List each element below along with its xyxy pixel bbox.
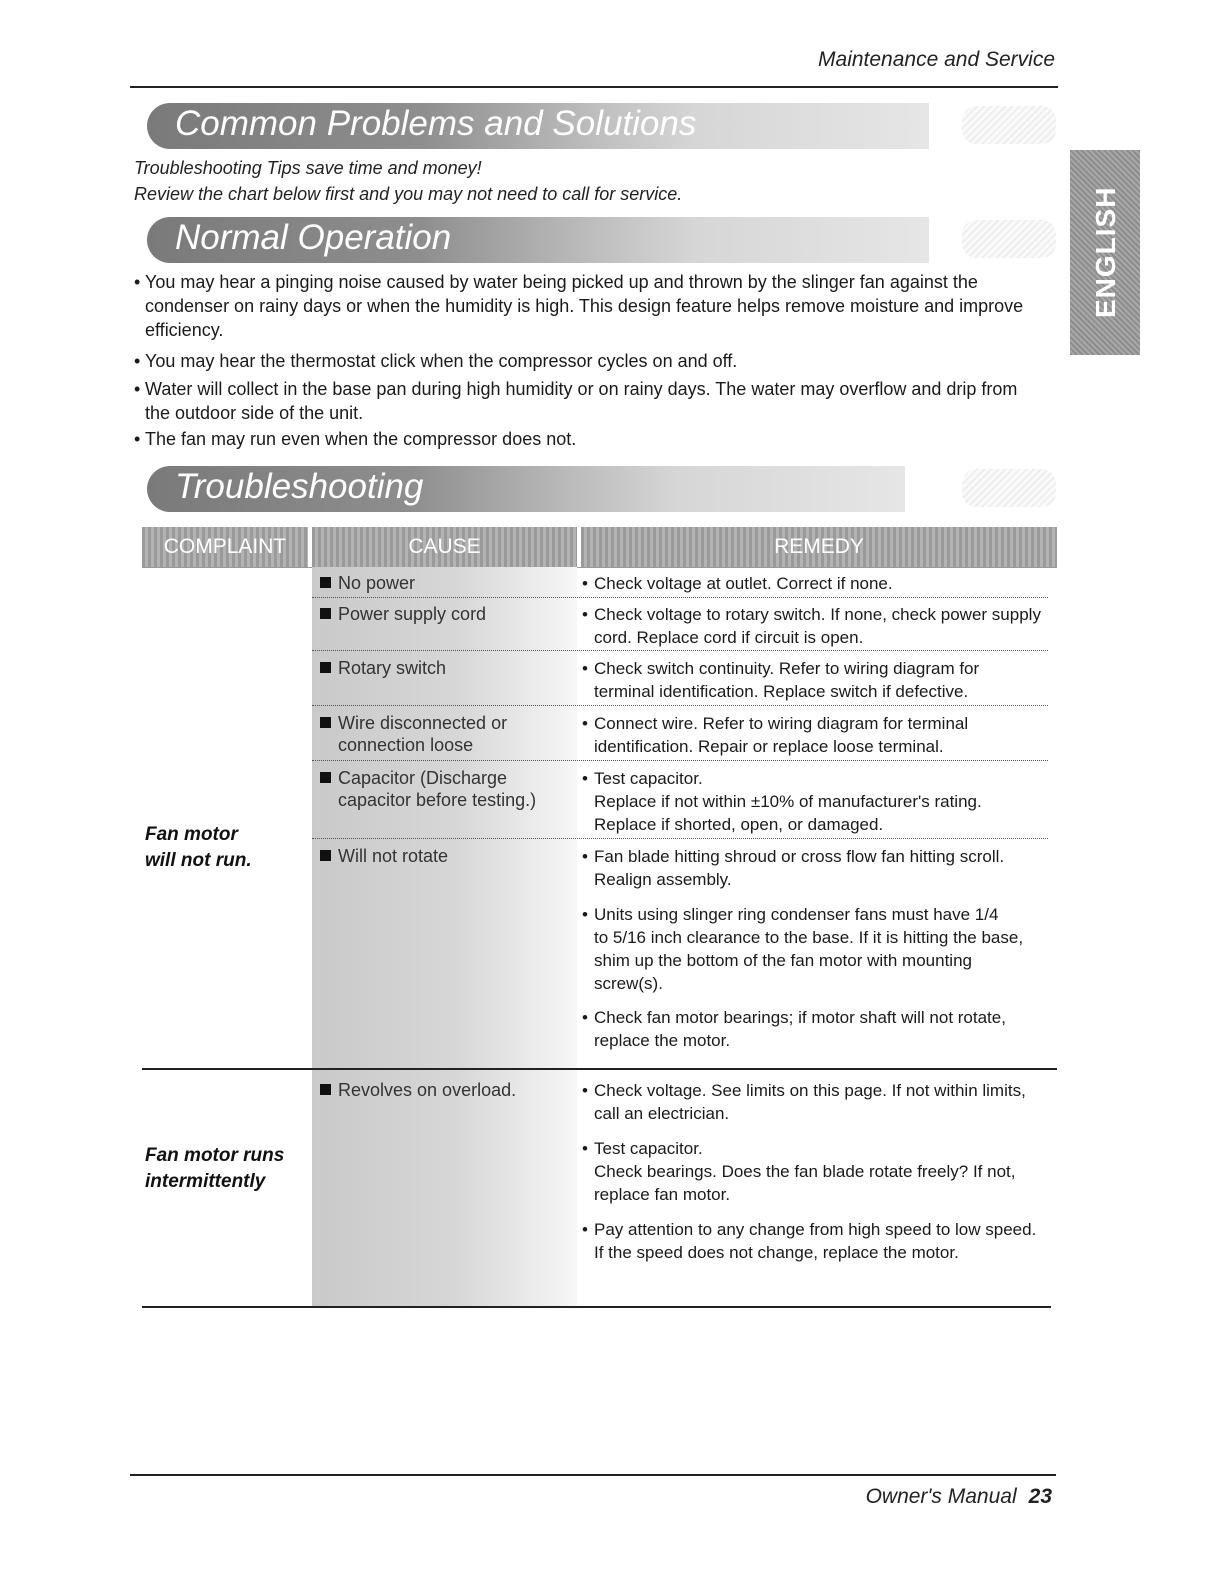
footer-rule xyxy=(130,1474,1056,1476)
column-header-complaint: COMPLAINT xyxy=(142,527,308,567)
banner-decoration xyxy=(962,106,1056,144)
header-underline xyxy=(142,567,1057,568)
header-rule xyxy=(130,86,1058,88)
banner-normal-operation-title: Normal Operation xyxy=(175,218,452,257)
bullet-square-icon xyxy=(320,850,331,861)
banner-common-problems xyxy=(147,103,929,149)
remedy-item: • Connect wire. Refer to wiring diagram for terminal identification. Repair or replace loose terminal. xyxy=(582,714,969,756)
bullet-square-icon xyxy=(320,577,331,588)
row-divider xyxy=(312,760,1048,761)
remedy-item: • Fan blade hitting shroud or cross flow fan hitting scroll. Realign assembly. xyxy=(582,847,1005,889)
complaint-fan-motor-runs-intermittently: Fan motor runs intermittently xyxy=(145,1145,285,1192)
banner-normal-operation xyxy=(147,217,929,263)
bullet-square-icon xyxy=(320,772,331,783)
language-tab xyxy=(1070,150,1140,355)
banner-common-problems-title: Common Problems and Solutions xyxy=(175,104,697,143)
complaint-fan-motor-will-not-run: Fan motor will not run. xyxy=(145,824,252,871)
bullet-square-icon xyxy=(320,608,331,619)
banner-decoration xyxy=(962,220,1056,258)
cause-item: Rotary switch xyxy=(320,657,446,679)
section-title: Maintenance and Service xyxy=(818,48,1055,71)
remedy-item: • Test capacitor. Replace if not within ±10% of manufacturer's rating. Replace if shorted, open, or damaged. xyxy=(582,769,982,834)
page-number: 23 xyxy=(1028,1485,1052,1508)
normal-operation-item: • You may hear a pinging noise caused by water being picked up and thrown by the slinger fan against the condenser on rainy days or when the humidity is high. This design feature helps remove moisture and improve efficiency. xyxy=(134,272,1024,340)
table-bottom-rule xyxy=(142,1306,1051,1308)
remedy-item: • Check voltage at outlet. Correct if none. xyxy=(582,574,893,593)
row-divider xyxy=(312,838,1048,839)
cause-item: No power xyxy=(320,572,415,594)
bullet-square-icon xyxy=(320,1084,331,1095)
normal-operation-item: • Water will collect in the base pan during high humidity or on rainy days. The water may overflow and drip from the outdoor side of the unit. xyxy=(134,379,1018,423)
normal-operation-item: • The fan may run even when the compressor does not. xyxy=(134,429,577,449)
footer-manual-label: Owner's Manual xyxy=(865,1485,1017,1508)
cause-item: Power supply cord xyxy=(320,603,486,625)
column-header-remedy: REMEDY xyxy=(581,527,1057,567)
remedy-item: • Units using slinger ring condenser fans must have 1/4 to 5/16 inch clearance to the base. If it is hitting the base, shim up the bottom of the fan motor with mounting screw(s). xyxy=(582,905,1024,993)
footer xyxy=(866,1485,1052,1509)
remedy-item: • Test capacitor. Check bearings. Does the fan blade rotate freely? If not, replace fan motor. xyxy=(582,1139,1016,1204)
intro-line-2: Review the chart below first and you may not need to call for service. xyxy=(134,184,683,204)
cause-item: Revolves on overload. xyxy=(320,1079,516,1101)
bullet-square-icon xyxy=(320,717,331,728)
remedy-item: • Check fan motor bearings; if motor shaft will not rotate, replace the motor. xyxy=(582,1008,1006,1050)
normal-operation-item: • You may hear the thermostat click when the compressor cycles on and off. xyxy=(134,351,738,371)
row-divider xyxy=(312,597,1048,598)
bullet-square-icon xyxy=(320,662,331,673)
cause-item: Capacitor (Discharge capacitor before testing.) xyxy=(320,767,536,811)
row-divider xyxy=(312,650,1048,651)
banner-troubleshooting xyxy=(147,466,905,512)
banner-troubleshooting-title: Troubleshooting xyxy=(175,467,424,506)
banner-decoration xyxy=(962,469,1056,507)
language-tab-label: ENGLISH xyxy=(1090,186,1121,319)
row-divider xyxy=(312,705,1048,706)
cause-item: Will not rotate xyxy=(320,845,448,867)
column-header-cause: CAUSE xyxy=(312,527,577,567)
remedy-item: • Check switch continuity. Refer to wiring diagram for terminal identification. Replace switch if defective. xyxy=(582,659,980,701)
remedy-item: • Check voltage. See limits on this page. If not within limits, call an electrician. xyxy=(582,1081,1026,1123)
cause-item: Wire disconnected or connection loose xyxy=(320,712,507,756)
remedy-item: • Pay attention to any change from high speed to low speed. If the speed does not change, replace the motor. xyxy=(582,1220,1037,1262)
intro-line-1: Troubleshooting Tips save time and money! xyxy=(134,158,482,178)
table-row-separator xyxy=(142,1068,1057,1070)
remedy-item: • Check voltage to rotary switch. If none, check power supply cord. Replace cord if circuit is open. xyxy=(582,605,1041,647)
